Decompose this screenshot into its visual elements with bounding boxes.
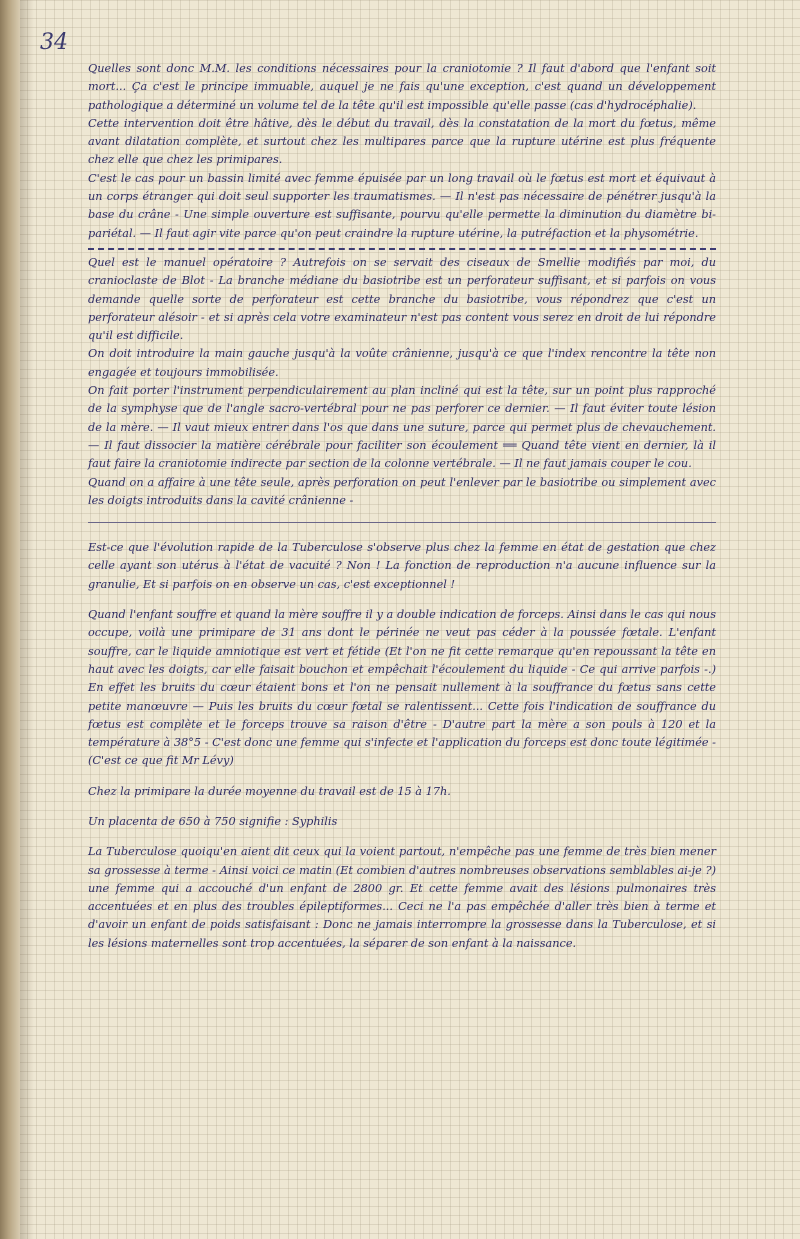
paragraph-left-hand: On doit introduire la main gauche jusqu'à la voûte crânienne, jusqu'à ce que l'index rencontre la tête non engagée et toujours immobilisée.: [88, 347, 716, 379]
paragraph-operating-manual: Quel est le manuel opératoire ? Autrefois on se servait des ciseaux de Smellie modifiés par moi, du cranioclaste de Blot - La branche médiane du basiotribe est un perforateur suffisant, et si parfois on vous demande quelle sorte de perforateur est cette branche du basiotribe, vous répondrez que c'est un perforateur alésoir - et si après cela votre examinateur n'est pas content vous serez en droit de lui répondre qu'il est difficile.: [88, 255, 716, 343]
paragraph-instrument: On fait porter l'instrument perpendiculairement au plan incliné qui est la tête, sur un point plus rapproché de la symphyse que de l'angle sacro-vertébral pour ne pas perforer ce dernier. — Il faut éviter toute lésion de la mère. — Il vaut mieux entrer dans l'os que dans une suture, parce qui permet plus de chevauchement. — Il faut dissocier la matière cérébrale pour faciliter son écoulement ══ Quand tête vient en dernier, là il faut faire la craniotomie indirecte par section de la colonne vertébrale. — Il ne faut jamais couper le cou.: [88, 384, 716, 471]
paragraph-single-head: Quand on a affaire à une tête seule, après perforation on peut l'enlever par le basiotribe ou simplement avec les doigts introduits dans la cavité crânienne -: [88, 475, 716, 507]
handwritten-text: [88, 60, 716, 953]
notebook-binding: [0, 0, 20, 1239]
section-rule: [88, 522, 716, 523]
paragraph-tuberculosis-pregnancy: La Tuberculose quoiqu'en aient dit ceux qui la voient partout, n'empêche pas une femme de très bien mener sa grossesse à terme - Ainsi voici ce matin (Et combien d'autres nombreuses observations semblables ai-je ?) une femme qui a accouché d'un enfant de 2800 gr. Et cette femme avait des lésions pulmonaires très accentuées et en plus des troubles épileptiformes... Ceci ne l'a pas empêchée d'aller très bien à terme et d'avoir un enfant de poids satisfaisant : Donc ne jamais interrompre la grossesse dans la Tuberculose, et si les lésions maternelles sont trop accentuées, la séparer de son enfant à la naissance.: [88, 845, 716, 950]
paragraph-limited-pelvis: C'est le cas pour un bassin limité avec femme épuisée par un long travail où le fœtus est mort et équivaut à un corps étranger qui doit seul supporter les traumatismes. — Il n'est pas nécessaire de pénétrer jusqu'à la base du crâne - Une simple ouverture est suffisante, pourvu qu'elle permette la diminution du diamètre bi-pariétal. — Il faut agir vite parce qu'on peut craindre la rupture utérine, la putréfaction et la physométrie.: [88, 171, 716, 240]
paragraph-placenta-syphilis: Un placenta de 650 à 750 signifie : Syphilis: [88, 814, 338, 828]
page-number: 34: [40, 30, 68, 55]
paragraph-tuberculosis-gestation: Est-ce que l'évolution rapide de la Tuberculose s'observe plus chez la femme en état de gestation que chez celle ayant son utérus à l'état de vacuité ? Non ! La fonction de reproduction n'a aucune influence sur la granulie, Et si parfois on en observe un cas, c'est exceptionnel !: [88, 541, 716, 591]
paragraph-craniotomy-conditions: Quelles sont donc M.M. les conditions nécessaires pour la craniotomie ? Il faut d'abord que l'enfant soit mort... Ça c'est le principe immuable, auquel je ne fais qu'une exception, c'est quand un développement pathologique a déterminé un volume tel de la tête qu'il est impossible qu'elle passe (cas d'hydrocéphalie).: [88, 62, 716, 112]
paragraph-intervention-timing: Cette intervention doit être hâtive, dès le début du travail, dès la constatation de la mort du fœtus, même avant dilatation complète, et surtout chez les multipares parce que la rupture utérine est plus fréquente chez elle que chez les primipares.: [88, 116, 716, 167]
binding-shadow: [20, 0, 34, 1239]
dashed-separator: [88, 248, 716, 250]
paragraph-forceps-indication: Quand l'enfant souffre et quand la mère souffre il y a double indication de forceps. Ainsi dans le cas qui nous occupe, voilà une primipare de 31 ans dont le périnée ne veut pas céder à la poussée fœtale. L'enfant souffre, car le liquide amniotique est vert et fétide (Et l'on ne fit cette remarque qu'en repoussant la tête en haut avec les doigts, car elle faisait bouchon et empêchait l'écoulement du liquide - Ce qui arrive parfois -.) En effet les bruits du cœur étaient bons et l'on ne pensait nullement à la souffrance du fœtus sans cette petite manœuvre — Puis les bruits du cœur fœtal se ralentissent... Cette fois l'indication de souffrance du fœtus est complète et le forceps trouve sa raison d'être - D'autre part la mère a son pouls à 120 et la température à 38°5 - C'est donc une femme qui s'infecte et l'application du forceps est donc toute légitimée - (C'est ce que fit Mr Lévy): [88, 608, 716, 768]
paragraph-labor-duration: Chez la primipare la durée moyenne du travail est de 15 à 17h.: [88, 784, 451, 798]
